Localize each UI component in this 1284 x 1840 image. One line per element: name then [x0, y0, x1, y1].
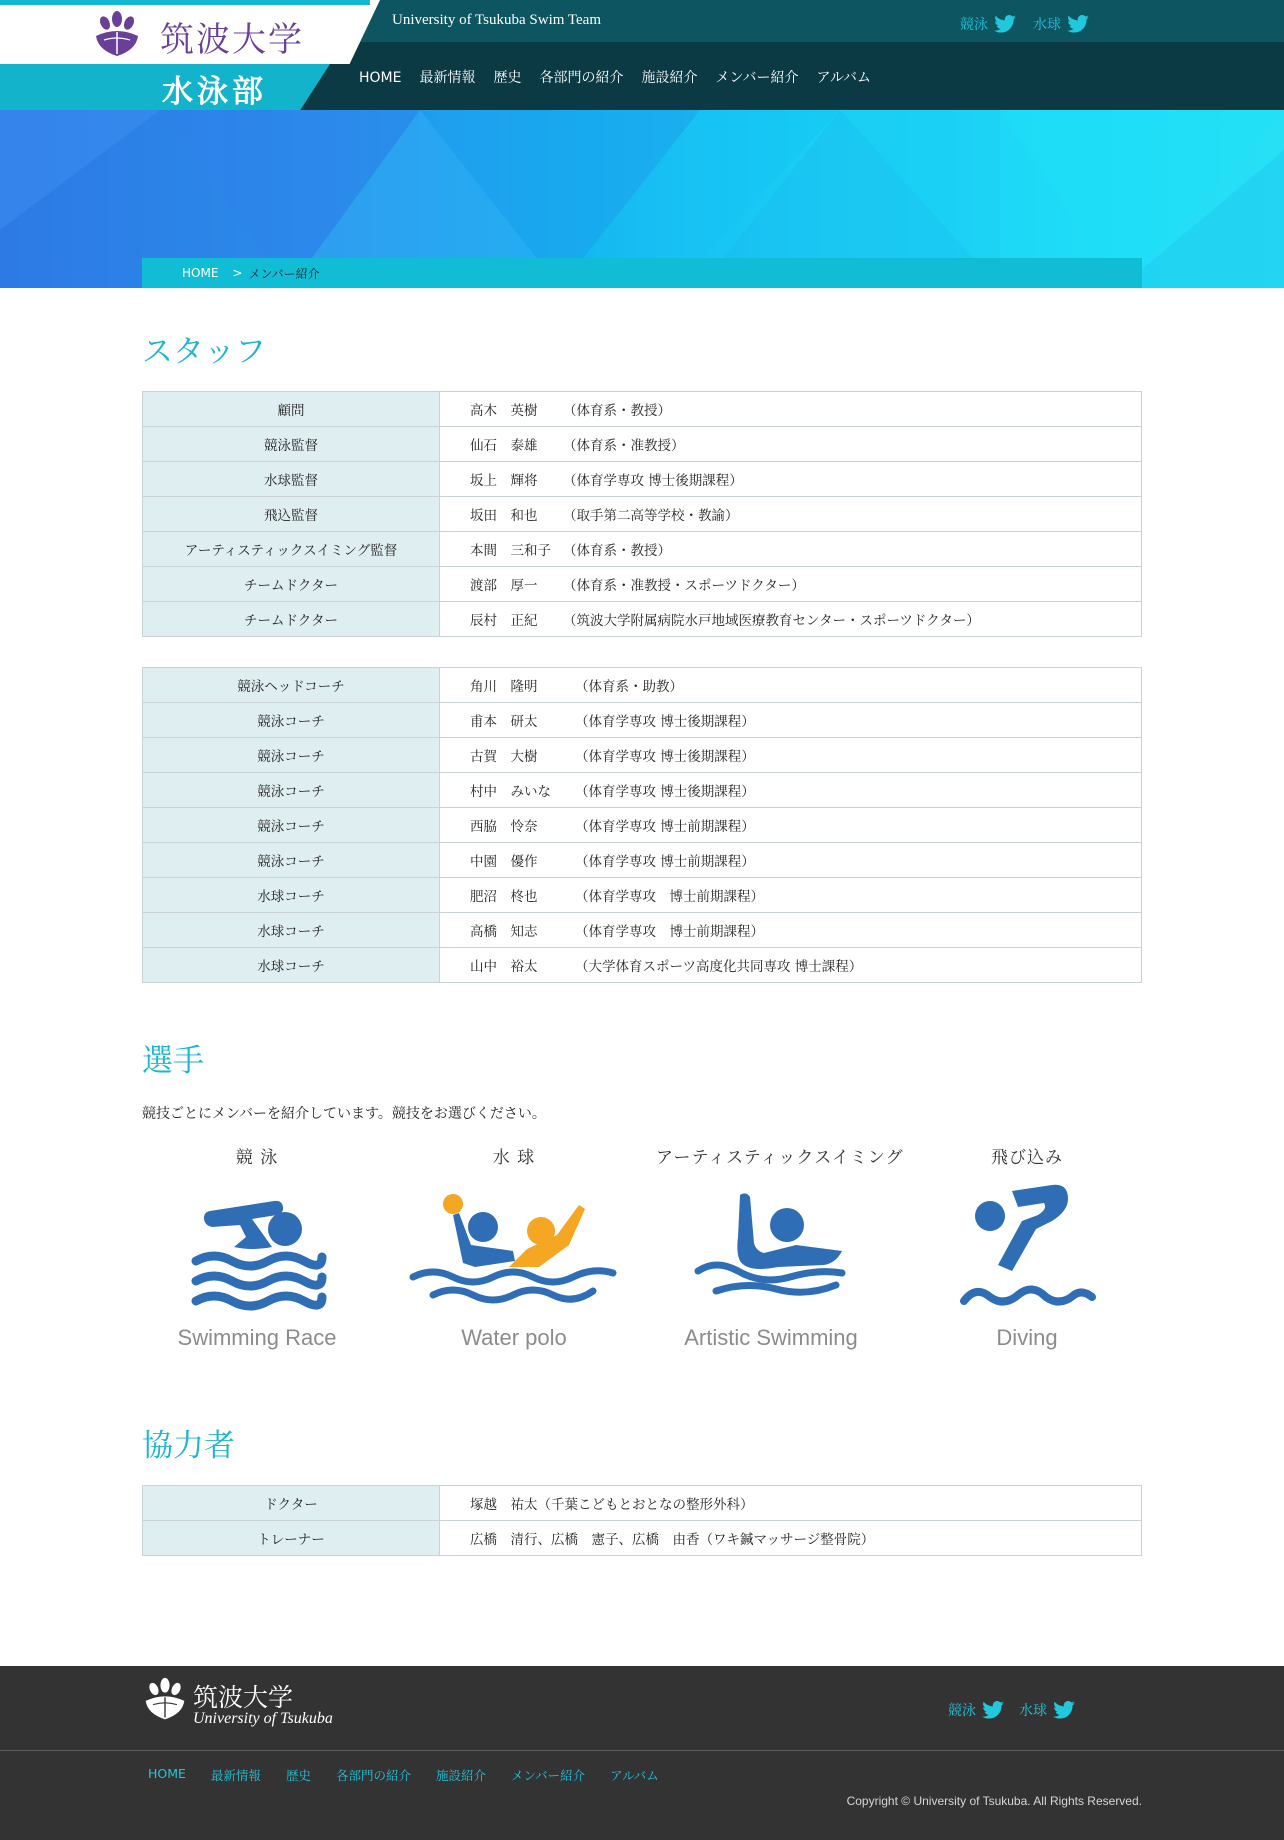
footer-nav-news[interactable]: 最新情報: [210, 1768, 261, 1783]
sport-card-diving[interactable]: [912, 1145, 1142, 1351]
staff-person: [440, 392, 1142, 427]
coach-name: 村中 みいな: [470, 784, 551, 800]
table-row: [143, 773, 1142, 808]
site-header: [0, 0, 1284, 110]
footer-university-name[interactable]: 筑波大学: [193, 1683, 294, 1712]
sport-name-jp: 飛び込み: [991, 1148, 1063, 1168]
twitter-link-swimming[interactable]: [960, 14, 1016, 34]
supporter-value: 塚越 祐太（千葉こどもとおとなの整形外科）: [440, 1486, 1142, 1521]
staff-person: [440, 497, 1142, 532]
sport-name-jp: 水 球: [492, 1148, 536, 1168]
table-row: [143, 738, 1142, 773]
staff-role: 顧問: [143, 392, 440, 427]
supporter-role: ドクター: [143, 1486, 440, 1521]
footer-twitter-link-swimming[interactable]: [948, 1700, 1004, 1720]
staff-name: 坂上 輝将: [470, 473, 538, 489]
sport-name-jp: アーティスティックスイミング: [656, 1148, 904, 1168]
coach-name: 角川 隆明: [470, 679, 538, 695]
staff-role: チームドクター: [143, 602, 440, 637]
staff-role: 水球監督: [143, 462, 440, 497]
twitter-icon: [1067, 15, 1089, 33]
sport-card-artistic-swimming[interactable]: [656, 1145, 904, 1351]
staff-role: 飛込監督: [143, 497, 440, 532]
coach-name: 高橋 知志: [470, 924, 538, 940]
table-row: [143, 668, 1142, 703]
coach-person: [440, 878, 1142, 913]
staff-affiliation: （取手第二高等学校・教諭）: [563, 508, 739, 524]
coach-role: 競泳コーチ: [143, 738, 440, 773]
footer-nav-divisions[interactable]: 各部門の紹介: [335, 1768, 411, 1783]
sport-card-swimming[interactable]: [142, 1145, 372, 1351]
staff-affiliation: （体育系・准教授）: [563, 438, 685, 454]
table-row: [143, 532, 1142, 567]
nav-members[interactable]: メンバー紹介: [715, 70, 799, 86]
table-row: [143, 602, 1142, 637]
supporter-role: トレーナー: [143, 1521, 440, 1556]
breadcrumb-current: メンバー紹介: [248, 266, 320, 281]
staff-person: [440, 532, 1142, 567]
paulownia-emblem-icon[interactable]: [142, 1676, 188, 1724]
table-row: [143, 1521, 1142, 1556]
swimmer-icon: [182, 1181, 332, 1311]
coach-affiliation: （体育学専攻 博士後期課程）: [575, 714, 755, 730]
logo-accent-stripe: [0, 0, 370, 5]
coach-role: 水球コーチ: [143, 948, 440, 983]
water-polo-icon: [409, 1181, 619, 1311]
coach-person: [440, 773, 1142, 808]
table-row: [143, 427, 1142, 462]
social-label: 水球: [1019, 1703, 1047, 1719]
twitter-link-water-polo[interactable]: [1033, 14, 1089, 34]
staff-role: アーティスティックスイミング監督: [143, 532, 440, 567]
coach-role: 水球コーチ: [143, 878, 440, 913]
coach-affiliation: （体育学専攻 博士後期課程）: [575, 749, 755, 765]
table-row: [143, 703, 1142, 738]
footer-nav-home[interactable]: HOME: [148, 1766, 186, 1781]
twitter-icon: [1053, 1701, 1075, 1719]
coach-name: 甫本 研太: [470, 714, 538, 730]
table-row: [143, 808, 1142, 843]
nav-history[interactable]: 歴史: [493, 70, 522, 86]
nav-album[interactable]: アルバム: [816, 70, 871, 86]
table-row: [143, 948, 1142, 983]
footer-nav-facilities[interactable]: 施設紹介: [435, 1768, 486, 1783]
staff-name: 坂田 和也: [470, 508, 538, 524]
sport-name-en: Artistic Swimming: [684, 1325, 858, 1350]
staff-person: [440, 567, 1142, 602]
twitter-icon: [994, 15, 1016, 33]
table-row: [143, 878, 1142, 913]
site-title: University of Tsukuba Swim Team: [392, 12, 601, 28]
footer-divider: [0, 1750, 1284, 1751]
players-intro-text: 競技ごとにメンバーを紹介しています。競技をお選びください。: [142, 1106, 546, 1122]
coach-name: 中園 優作: [470, 854, 538, 870]
table-row: [143, 843, 1142, 878]
coach-affiliation: （大学体育スポーツ高度化共同専攻 博士課程）: [575, 959, 863, 975]
staff-affiliation: （体育系・教授）: [563, 543, 671, 559]
staff-table: [142, 391, 1142, 637]
coach-person: [440, 843, 1142, 878]
sport-name-en: Diving: [996, 1325, 1058, 1350]
staff-name: 辰村 正紀: [470, 613, 538, 629]
table-row: [143, 913, 1142, 948]
sport-name-en: Water polo: [461, 1325, 567, 1350]
footer-nav: [142, 1766, 678, 1784]
coach-table: [142, 667, 1142, 983]
club-name[interactable]: 水泳部: [162, 74, 267, 110]
footer-nav-history[interactable]: 歴史: [285, 1768, 311, 1783]
table-row: [143, 462, 1142, 497]
sport-name-jp: 競 泳: [235, 1148, 279, 1168]
nav-divisions[interactable]: 各部門の紹介: [539, 70, 624, 86]
table-row: [143, 497, 1142, 532]
coach-person: [440, 808, 1142, 843]
diving-icon: [952, 1181, 1102, 1311]
staff-name: 渡部 厚一: [470, 578, 538, 594]
coach-role: 競泳コーチ: [143, 773, 440, 808]
footer-nav-members[interactable]: メンバー紹介: [510, 1768, 586, 1783]
site-footer: [0, 1666, 1284, 1840]
coach-person: [440, 703, 1142, 738]
social-label: 水球: [1033, 17, 1061, 33]
coach-person: [440, 913, 1142, 948]
sport-name-en: Swimming Race: [177, 1325, 337, 1350]
staff-role: チームドクター: [143, 567, 440, 602]
staff-role: 競泳監督: [143, 427, 440, 462]
university-name[interactable]: 筑波大学: [160, 20, 304, 60]
staff-person: [440, 427, 1142, 462]
main-nav: [350, 68, 880, 88]
social-label: 競泳: [960, 17, 988, 33]
coach-role: 競泳コーチ: [143, 843, 440, 878]
breadcrumb-home-link[interactable]: HOME: [182, 266, 219, 280]
breadcrumb: [142, 258, 1142, 288]
coach-affiliation: （体育系・助教）: [575, 679, 683, 695]
nav-facilities[interactable]: 施設紹介: [641, 70, 698, 86]
twitter-icon: [982, 1701, 1004, 1719]
coach-affiliation: （体育学専攻 博士後期課程）: [575, 784, 755, 800]
coach-role: 競泳ヘッドコーチ: [143, 668, 440, 703]
supporters-section-title: 協力者: [142, 1428, 235, 1464]
staff-name: 本間 三和子: [470, 543, 551, 559]
coach-role: 競泳コーチ: [143, 808, 440, 843]
supporters-table: [142, 1485, 1142, 1556]
staff-name: 仙石 泰雄: [470, 438, 538, 454]
coach-affiliation: （体育学専攻 博士前期課程）: [575, 889, 764, 905]
breadcrumb-separator: >: [232, 266, 243, 280]
coach-affiliation: （体育学専攻 博士前期課程）: [575, 854, 755, 870]
coach-name: 肥沼 柊也: [470, 889, 538, 905]
table-row: [143, 392, 1142, 427]
coach-affiliation: （体育学専攻 博士前期課程）: [575, 819, 755, 835]
staff-person: [440, 462, 1142, 497]
staff-affiliation: （体育系・教授）: [563, 403, 671, 419]
coach-role: 水球コーチ: [143, 913, 440, 948]
copyright-text: Copyright © University of Tsukuba. All Rights Reserved.: [846, 1794, 1142, 1808]
staff-name: 高木 英樹: [470, 403, 538, 419]
footer-twitter-link-water-polo[interactable]: [1019, 1700, 1075, 1720]
coach-name: 古賀 大樹: [470, 749, 538, 765]
table-row: [143, 1486, 1142, 1521]
nav-news[interactable]: 最新情報: [419, 70, 476, 86]
coach-person: [440, 948, 1142, 983]
coach-name: 西脇 怜奈: [470, 819, 538, 835]
table-row: [143, 567, 1142, 602]
staff-affiliation: （筑波大学附属病院水戸地域医療教育センター・スポーツドクター）: [563, 613, 980, 629]
artistic-swimming-icon: [686, 1181, 856, 1311]
coach-person: [440, 668, 1142, 703]
nav-home[interactable]: HOME: [359, 70, 402, 86]
supporter-value: 広橋 清行、広橋 憲子、広橋 由香（ワキ鍼マッサージ整骨院）: [440, 1521, 1142, 1556]
coach-name: 山中 裕太: [470, 959, 538, 975]
staff-affiliation: （体育系・准教授・スポーツドクター）: [563, 578, 805, 594]
coach-person: [440, 738, 1142, 773]
footer-university-name-en[interactable]: University of Tsukuba: [193, 1710, 333, 1727]
footer-nav-album[interactable]: アルバム: [610, 1768, 659, 1783]
staff-person: [440, 602, 1142, 637]
staff-section-title: スタッフ: [142, 334, 266, 370]
staff-affiliation: （体育学専攻 博士後期課程）: [563, 473, 743, 489]
sport-card-water-polo[interactable]: [399, 1145, 629, 1351]
coach-role: 競泳コーチ: [143, 703, 440, 738]
coach-affiliation: （体育学専攻 博士前期課程）: [575, 924, 764, 940]
social-label: 競泳: [948, 1703, 976, 1719]
players-section-title: 選手: [142, 1043, 204, 1079]
paulownia-emblem-icon[interactable]: [92, 10, 142, 60]
